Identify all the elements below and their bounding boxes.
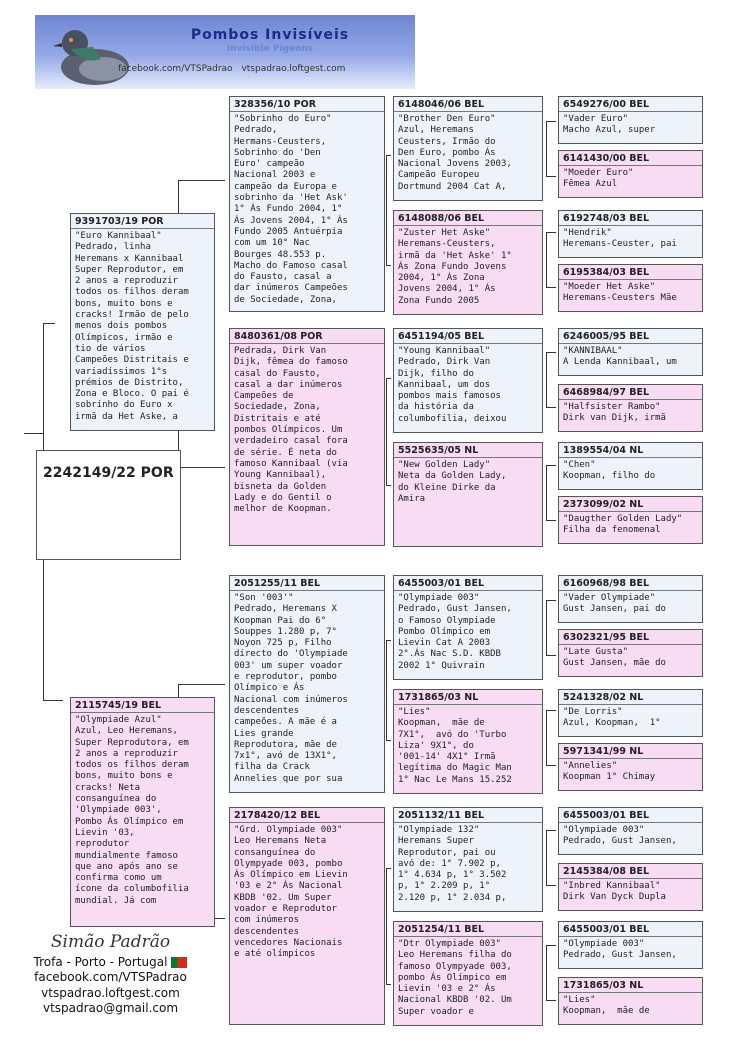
pigeon-description: "Euro Kannibaal" Pedrado, linha Heremans x Kannibaal Super Reprodutor, em 2 anos a reproduzir todos os filhos deram bons, muito bons e cracks! Irmão de pelo menos dois pombos Olímpicos, irmão e tio de vários Campeões Distritais e variadíssimos 1°s prémios de Distrito, Zona e Bloco. O pai é sobrinho do Euro x irmã da Het Aske, a xyxy=(75,231,189,422)
pigeon-ring: 5525635/05 NL xyxy=(394,443,542,458)
pigeon-description: "Late Gusta" Gust Jansen, mãe do xyxy=(563,647,666,669)
gen4-box-14[interactable] xyxy=(558,863,703,911)
subject-ring: 2242149/22 POR xyxy=(43,465,174,481)
grandsire-maternal-box[interactable] xyxy=(229,575,385,793)
pigeon-description: "Olympiade 132" Heremans Super Reprodutor, pai ou avó de: 1° 7.902 p, 1° 4.634 p, 1° 3.502 p, 1° 2.209 p, 1° 2.120 p, 1° 2.034 p, xyxy=(398,825,507,903)
pigeon-description: "Grd. Olympiade 003" Leo Heremans Neta consanguínea do Olympyade 003, pombo Ás Olímpico em Lievin '03 e 2° Ás Nacional KBDB '02. Um Super voador e Reprodutor com inúmeros descendentes vencedores Nacionais e até olímpicos xyxy=(234,825,348,960)
gen4-box-7[interactable] xyxy=(558,442,703,490)
gen4-box-6[interactable] xyxy=(558,384,703,432)
gen3-box-5[interactable] xyxy=(393,575,543,680)
pigeon-description: "New Golden Lady" Neta da Golden Lady, do Kleine Dirke da Amira xyxy=(398,460,507,504)
dam-box[interactable] xyxy=(70,697,215,927)
site-subtitle: Invisible Pigeons xyxy=(226,44,314,54)
pigeon-ring: 6246005/95 BEL xyxy=(559,329,702,344)
pigeon-ring: 2051255/11 BEL xyxy=(230,576,384,591)
gen3-box-8[interactable] xyxy=(393,921,543,1026)
gen4-box-2[interactable] xyxy=(558,150,703,198)
pigeon-description: "Moeder Het Aske" Heremans-Ceusters Mãe xyxy=(563,282,677,304)
pigeon-ring: 6549276/00 BEL xyxy=(559,97,702,112)
pigeon-ring: 5241328/02 NL xyxy=(559,690,702,705)
granddam-paternal-box[interactable] xyxy=(229,328,385,546)
pigeon-description: "KANNIBAAL" A Lenda Kannibaal, um xyxy=(563,346,677,368)
gen4-box-16[interactable] xyxy=(558,977,703,1025)
gen4-box-3[interactable] xyxy=(558,210,703,258)
pigeon-description: "Olympiade 003" Pedrado, Gust Jansen, o Famoso Olympiade Pombo Olímpico em Lievin Cat A 2003 2°.Ás Nac S.D. KBDB 2002 1° Quivrain xyxy=(398,593,512,671)
pigeon-ring: 6160968/98 BEL xyxy=(559,576,702,591)
gen4-box-11[interactable] xyxy=(558,689,703,737)
granddam-maternal-box[interactable] xyxy=(229,807,385,1025)
gen4-box-5[interactable] xyxy=(558,328,703,376)
gen3-box-2[interactable] xyxy=(393,210,543,315)
header-banner xyxy=(35,15,415,89)
gen4-box-1[interactable] xyxy=(558,96,703,144)
gen3-box-6[interactable] xyxy=(393,689,543,794)
facebook-link[interactable]: facebook.com/VTSPadrao xyxy=(118,64,233,74)
pigeon-description: "Inbred Kannibaal" Dirk Van Dyck Dupla xyxy=(563,881,666,903)
pigeon-description: "Vader Olympiade" Gust Jansen, pai do xyxy=(563,593,666,615)
location-line xyxy=(8,955,213,971)
pigeon-ring: 6148088/06 BEL xyxy=(394,211,542,226)
pigeon-description: "Olympiade 003" Pedrado, Gust Jansen, xyxy=(563,939,677,961)
header-links xyxy=(118,64,351,74)
sire-box[interactable] xyxy=(70,213,215,431)
pigeon-description: "Brother Den Euro" Azul, Heremans Ceusters, Irmão do Den Euro, pombo Ás Nacional Jovens 2003, Campeão Europeu Dortmund 2004 Cat A, xyxy=(398,114,512,192)
pigeon-ring: 8480361/08 POR xyxy=(230,329,384,344)
pigeon-ring: 6195384/03 BEL xyxy=(559,265,702,280)
pigeon-ring: 6192748/03 BEL xyxy=(559,211,702,226)
gen3-box-3[interactable] xyxy=(393,328,543,433)
gen3-box-7[interactable] xyxy=(393,807,543,912)
pigeon-description: "De Lorris" Azul, Koopman, 1° xyxy=(563,707,661,729)
gen4-box-12[interactable] xyxy=(558,743,703,791)
pigeon-ring: 6455003/01 BEL xyxy=(559,922,702,937)
pigeon-ring: 6455003/01 BEL xyxy=(394,576,542,591)
pigeon-ring: 1731865/03 NL xyxy=(394,690,542,705)
pigeon-ring: 6148046/06 BEL xyxy=(394,97,542,112)
gen3-box-1[interactable] xyxy=(393,96,543,201)
pigeon-description: "Annelies" Koopman 1° Chimay xyxy=(563,761,656,783)
gen4-box-13[interactable] xyxy=(558,807,703,855)
site-title: Pombos Invisíveis xyxy=(190,27,350,43)
footer-email-link[interactable]: vtspadrao@gmail.com xyxy=(42,1001,179,1015)
pigeon-description: "Zuster Het Aske" Heremans-Ceusters, irmã da 'Het Aske' 1° Ás Zona Fundo Jovens 2004, 1° Ás Zona Jovens 2004, 1° Ás Zona Fundo 2005 xyxy=(398,228,512,306)
pigeon-ring: 2373099/02 NL xyxy=(559,497,702,512)
gen4-box-10[interactable] xyxy=(558,629,703,677)
gen4-box-4[interactable] xyxy=(558,264,703,312)
pigeon-description: "Halfsister Rambo" Dirk van Dijk, irmã xyxy=(563,402,666,424)
pigeon-description: "Lies" Koopman, mãe de xyxy=(563,995,650,1017)
pigeon-description: "Vader Euro" Macho Azul, super xyxy=(563,114,656,136)
pigeon-ring: 328356/10 POR xyxy=(230,97,384,112)
signature: Simão Padrão xyxy=(50,932,171,952)
pigeon-ring: 6451194/05 BEL xyxy=(394,329,542,344)
pigeon-ring: 6141430/00 BEL xyxy=(559,151,702,166)
pigeon-description: "Hendrik" Heremans-Ceuster, pai xyxy=(563,228,677,250)
pigeon-description: "Lies" Koopman, mãe de 7X1°, avó do 'Turbo Liza' 9X1°, do '001-14' 4X1° Irmã legítima do Magic Man 1° Nac Le Mans 15.252 xyxy=(398,707,512,785)
gen4-box-9[interactable] xyxy=(558,575,703,623)
grandsire-paternal-box[interactable] xyxy=(229,96,385,312)
pigeon-description: Pedrada, Dirk Van Dijk, fêmea do famoso casal do Fausto, casal a dar inúmeros Campeões de Sociedade, Zona, Distritais e até pombos Olímpicos. Um verdadeiro casal fora de série. É neta do famoso Kannibaal (via Young Kannibaal), bisneta da Golden Lady e do Gentil o melhor de Koopman. xyxy=(234,346,348,515)
pigeon-description: "Sobrinho do Euro" Pedrado, Hermans-Ceusters, Sobrinho do 'Den Euro' campeão Nacional 2003 e campeão da Europa e sobrinho da 'Het Ask' 1° Ás Fundo 2004, 1° Ás Jovens 2004, 1° Ás Fundo 2005 Antuérpia com um 10° Nac Bourges 48.553 p. Macho do Famoso casal do Fausto, casal a dar inúmeros Campeões de Sociedade, Zona, xyxy=(234,114,348,305)
pigeon-description: "Young Kannibaal" Pedrado, Dirk Van Dijk, filho do Kannibaal, um dos pombos mais famosos da história da columbofilia, deixou xyxy=(398,346,507,424)
pigeon-ring: 1731865/03 NL xyxy=(559,978,702,993)
pigeon-description: "Daugther Golden Lady" Filha da fenomenal xyxy=(563,514,683,536)
footer-contact xyxy=(8,932,213,1017)
pigeon-description: "Son '003'" Pedrado, Heremans X Koopman Pai do 6° Souppes 1.280 p, 7° Noyon 725 p, Filho directo do 'Olympiade 003' um super voador e reprodutor, pombo Olímpico e Ás Nacional com inúmeros descendentes campeões. A mãe é a Lies grande Reprodutora, mãe de 7x1°, avó de 13X1°, filha da Crack Annelies que por sua xyxy=(234,593,348,784)
pigeon-ring: 1389554/04 NL xyxy=(559,443,702,458)
portugal-flag-icon xyxy=(171,957,187,968)
pigeon-ring: 6302321/95 BEL xyxy=(559,630,702,645)
pigeon-description: "Olympiade 003" Pedrado, Gust Jansen, xyxy=(563,825,677,847)
footer-facebook-link[interactable]: facebook.com/VTSPadrao xyxy=(34,970,187,984)
pigeon-description: "Olympiade Azul" Azul, Leo Heremans, Super Reprodutora, em 2 anos a reproduzir todos os filhos deram bons, muito bons e cracks! Neta consanguínea do 'Olympiade 003', Pombo Ás Olímpico em Lievin '03, reprodutor mundialmente famoso que ano após ano se confirma como um ícone da columbofilia mundial. Já com xyxy=(75,715,189,906)
pigeon-ring: 2115745/19 BEL xyxy=(71,698,214,713)
pigeon-ring: 5971341/99 NL xyxy=(559,744,702,759)
pigeon-icon xyxy=(43,19,138,87)
pigeon-ring: 9391703/19 POR xyxy=(71,214,214,229)
location-text: Trofa - Porto - Portugal xyxy=(33,954,168,969)
gen4-box-8[interactable] xyxy=(558,496,703,544)
subject-box[interactable] xyxy=(36,450,181,560)
website-link[interactable]: vtspadrao.loftgest.com xyxy=(241,64,346,74)
pigeon-ring: 6455003/01 BEL xyxy=(559,808,702,823)
pigeon-ring: 2145384/08 BEL xyxy=(559,864,702,879)
pigeon-description: "Dtr Olympiade 003" Leo Heremans filha do famoso Olympyade 003, pombo Ás Olímpico em Lievin '03 e 2° Ás Nacional KBDB '02. Um Super voador e xyxy=(398,939,512,1017)
pigeon-description: "Chen" Koopman, filho do xyxy=(563,460,656,482)
pigeon-ring: 2178420/12 BEL xyxy=(230,808,384,823)
gen4-box-15[interactable] xyxy=(558,921,703,969)
footer-website-link[interactable]: vtspadrao.loftgest.com xyxy=(41,985,180,1000)
pigeon-ring: 2051254/11 BEL xyxy=(394,922,542,937)
gen3-box-4[interactable] xyxy=(393,442,543,547)
pigeon-description: "Moeder Euro" Fêmea Azul xyxy=(563,168,634,190)
pigeon-ring: 2051132/11 BEL xyxy=(394,808,542,823)
pigeon-ring: 6468984/97 BEL xyxy=(559,385,702,400)
